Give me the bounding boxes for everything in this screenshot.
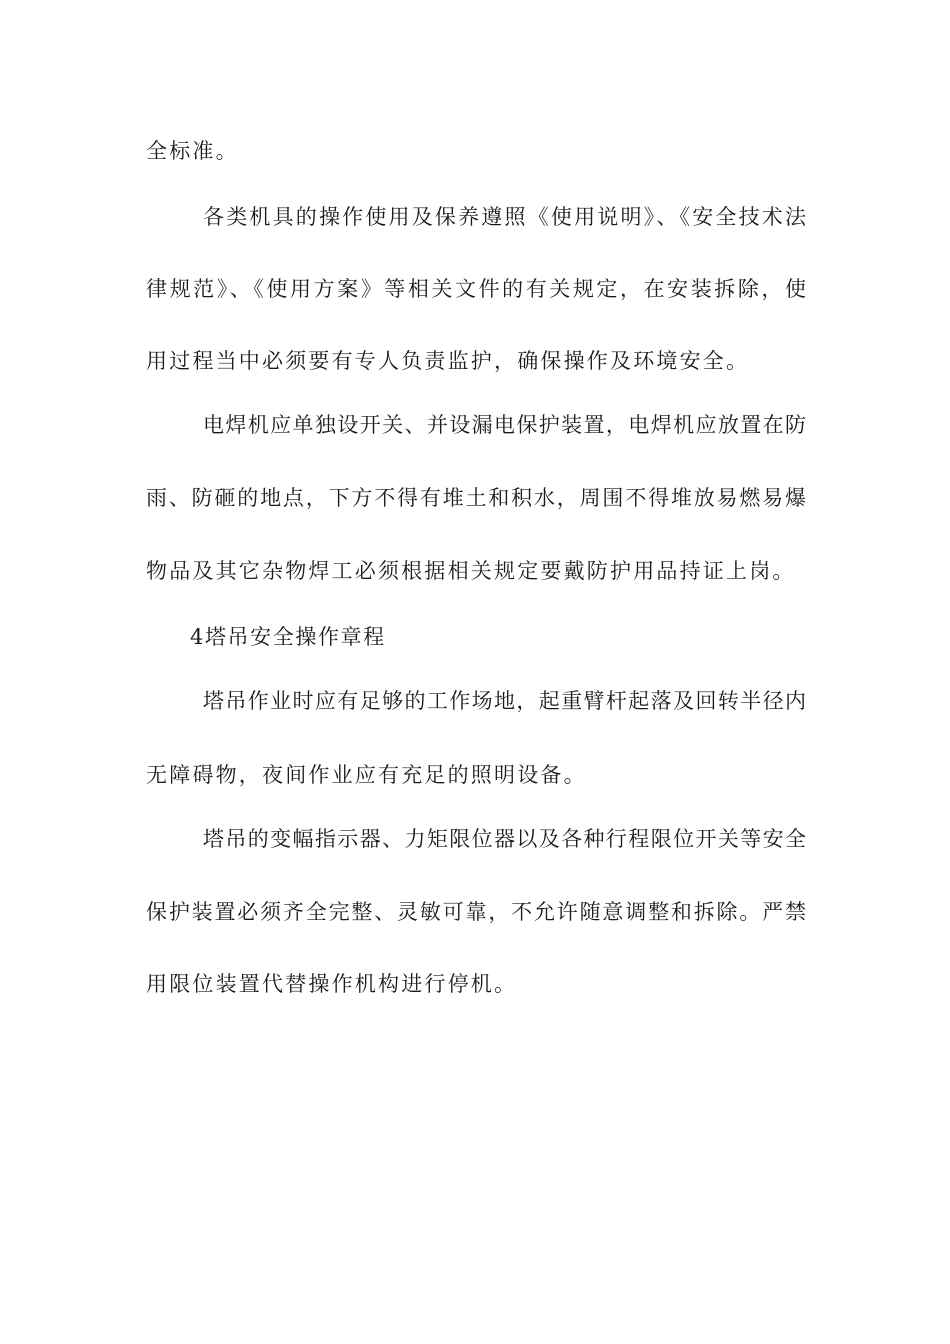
paragraph-crane-safety-line-2: 保护装置必须齐全完整、灵敏可靠，不允许随意调整和拆除。严禁 (146, 900, 806, 924)
section-heading: 4塔吊安全操作章程 (190, 625, 386, 649)
paragraph-welder-line-3: 物品及其它杂物焊工必须根据相关规定要戴防护用品持证上岗。 (146, 559, 796, 583)
paragraph-crane-site-line-2: 无障碍物，夜间作业应有充足的照明设备。 (146, 763, 587, 787)
paragraph-crane-safety-line-1: 塔吊的变幅指示器、力矩限位器以及各种行程限位开关等安全 (203, 827, 806, 851)
text-line-continuation: 全标准。 (146, 139, 239, 163)
paragraph-crane-site-line-1: 塔吊作业时应有足够的工作场地，起重臂杆起落及回转半径内 (203, 689, 806, 713)
paragraph-welder-line-2: 雨、防砸的地点，下方不得有堆土和积水，周围不得堆放易燃易爆 (146, 486, 806, 510)
paragraph-machinery-line-2: 律规范》、《使用方案》等相关文件的有关规定，在安装拆除，使 (146, 277, 806, 301)
paragraph-machinery-line-3: 用过程当中必须要有专人负责监护，确保操作及环境安全。 (146, 349, 750, 373)
paragraph-machinery-line-1: 各类机具的操作使用及保养遵照《使用说明》、《安全技术法 (203, 205, 806, 229)
paragraph-crane-safety-line-3: 用限位装置代替操作机构进行停机。 (146, 972, 518, 996)
paragraph-welder-line-1: 电焊机应单独设开关、并设漏电保护装置，电焊机应放置在防 (203, 413, 806, 437)
